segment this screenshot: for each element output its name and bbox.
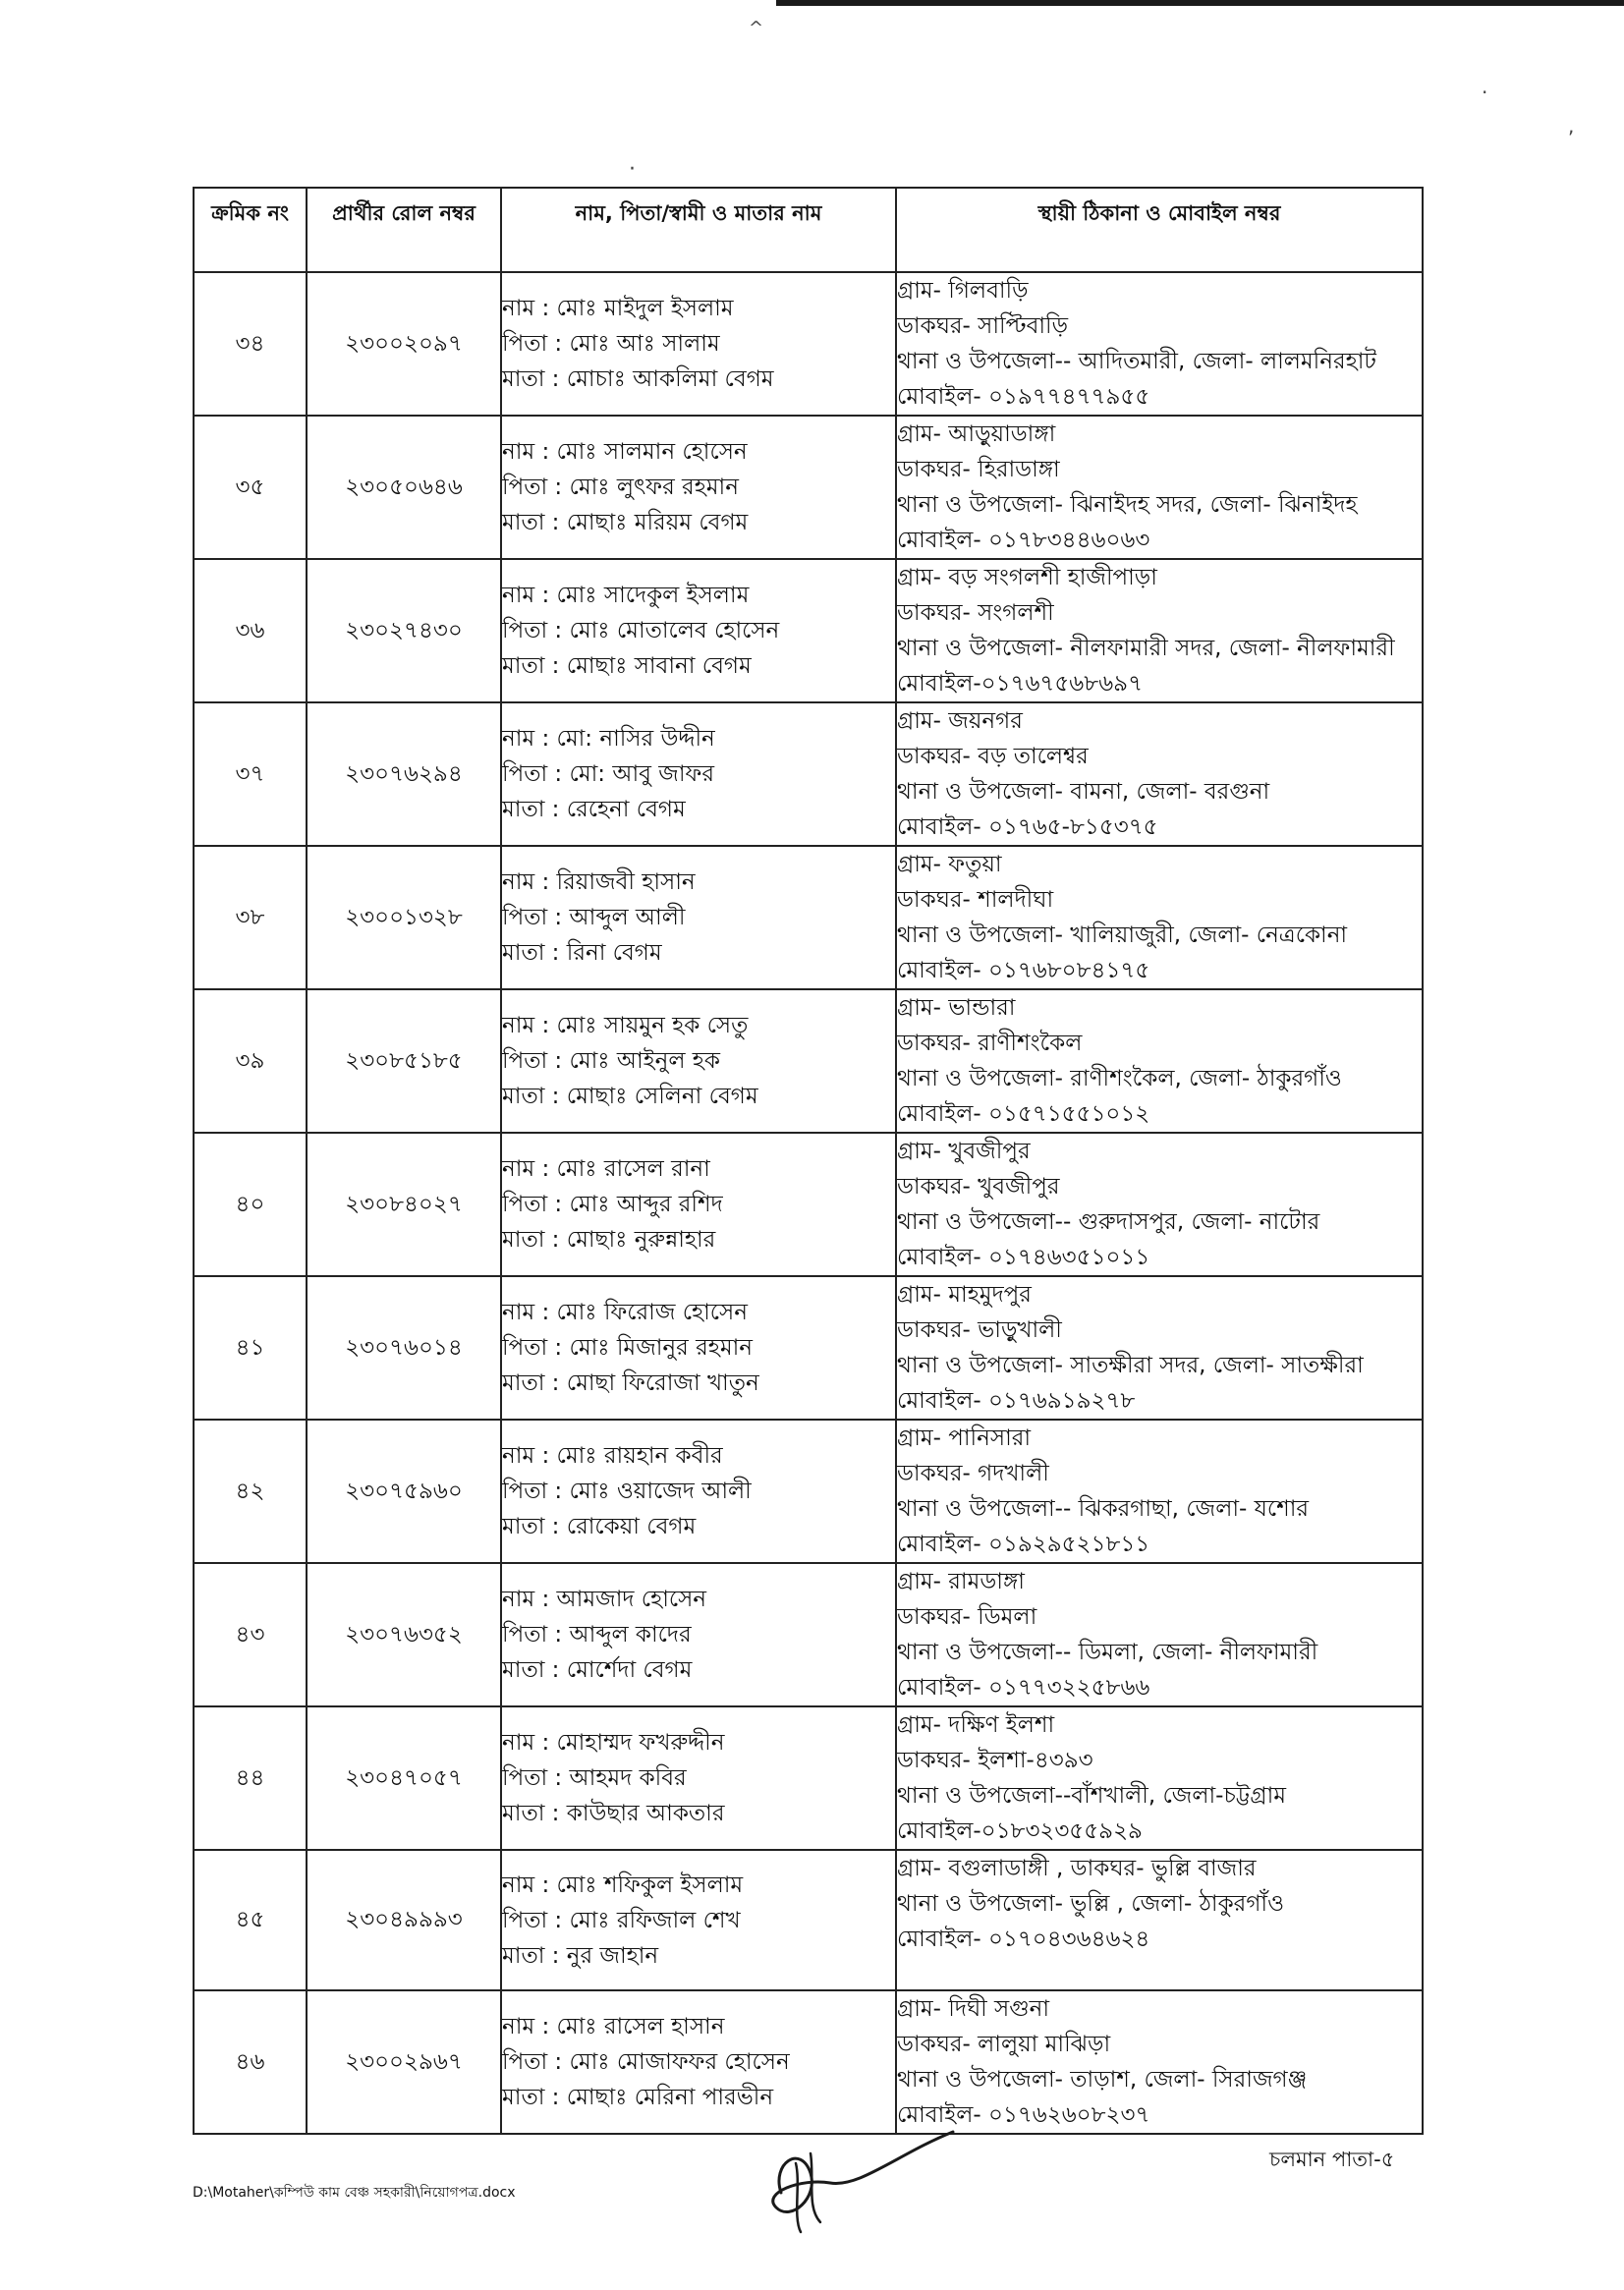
table-row [194,416,1423,559]
address-cell [896,1420,1423,1563]
serial-number: ৩৬ [194,559,307,702]
header-address: স্থায়ী ঠিকানা ও মোবাইল নম্বর [896,188,1423,272]
address-line: ডাকঘর- শালদীঘা [897,887,1054,913]
mother-line: মাতা : রেহেনা বেগম [502,797,686,822]
serial-number: ৪৪ [194,1706,307,1850]
table-row [194,846,1423,989]
serial-number: ৪০ [194,1133,307,1276]
name-line: নাম : মোঃ সাদেকুল ইসলাম [502,583,750,608]
address-line: ডাকঘর- লালুয়া মাঝিড়া [897,2032,1111,2057]
father-line: পিতা : মো: আবু জাফর [502,761,714,787]
address-line: থানা ও উপজেলা- রাণীশংকৈল, জেলা- ঠাকুরগাঁও [897,1066,1342,1091]
address-cell [896,1990,1423,2134]
names-cell [501,559,896,702]
header-roll: প্রার্থীর রোল নম্বর [307,188,501,272]
father-line: পিতা : মোঃ ওয়াজেদ আলী [502,1479,752,1504]
table-row [194,1850,1423,1990]
father-line: পিতা : মোঃ মোতালেব হোসেন [502,618,780,643]
address-cell [896,1850,1423,1990]
name-line: নাম : মোঃ মাইদুল ইসলাম [502,296,734,321]
name-line: নাম : মোঃ শফিকুল ইসলাম [502,1871,744,1898]
names-cell [501,1276,896,1420]
address-line: গ্রাম- ভান্ডারা [897,995,1016,1021]
address-line: গ্রাম- দক্ষিণ ইলশা [897,1712,1055,1738]
address-line: ডাকঘর- হিরাডাঙ্গা [897,457,1060,482]
father-line: পিতা : মোঃ রফিজাল শেখ [502,1907,741,1933]
address-line: থানা ও উপজেলা- ঝিনাইদহ সদর, জেলা- ঝিনাইদহ [897,492,1358,518]
address-line: গ্রাম- জয়নগর [897,708,1023,734]
roll-number: ২৩০৭৬০১৪ [307,1276,501,1420]
father-line: পিতা : মোঃ লুৎফর রহমান [502,475,739,500]
table-row [194,1420,1423,1563]
address-line: থানা ও উপজেলা-- গুরুদাসপুর, জেলা- নাটোর [897,1209,1320,1235]
candidate-table [193,187,1424,2135]
roll-number: ২৩০৪৭০৫৭ [307,1706,501,1850]
serial-number: ৪৩ [194,1563,307,1706]
scan-top-edge [776,0,1624,6]
address-line: মোবাইল- ০১৫৭১৫৫১০১২ [897,1101,1150,1127]
mother-line: মাতা : মোচাঃ আকলিমা বেগম [502,366,774,392]
names-cell [501,1990,896,2134]
table-row [194,559,1423,702]
father-line: পিতা : মোঃ আব্দুর রশিদ [502,1192,723,1217]
father-line: পিতা : মোঃ আইনুল হক [502,1048,720,1074]
address-line: ডাকঘর- গদখালী [897,1461,1049,1486]
address-line: গ্রাম- ফতুয়া [897,852,1002,877]
roll-number: ২৩০৭৬৩৫২ [307,1563,501,1706]
address-line: ডাকঘর- রাণীশংকৈল [897,1031,1083,1056]
name-line: নাম : মোঃ রাসেল হাসান [502,2014,725,2039]
father-line: পিতা : আব্দুল আলী [502,905,686,930]
address-line: গ্রাম- রামডাঙ্গা [897,1569,1025,1594]
address-line: মোবাইল- ০১৭৪৬৩৫১০১১ [897,1245,1150,1270]
address-line: গ্রাম- দিঘী সগুনা [897,1996,1050,2022]
serial-number: ৪৬ [194,1990,307,2134]
father-line: পিতা : মোঃ আঃ সালাম [502,331,720,357]
address-line: গ্রাম- গিলবাড়ি [897,278,1029,304]
address-line: ডাকঘর- ইলশা-৪৩৯৩ [897,1748,1093,1773]
address-line: ডাকঘর- খুবজীপুর [897,1174,1060,1200]
address-line: মোবাইল- ০১৭৮৩৪৪৬০৬৩ [897,528,1150,553]
address-line: গ্রাম- খুবজীপুর [897,1139,1031,1164]
handwritten-signature-icon [742,2124,978,2242]
father-line: পিতা : মোঃ মোজাফফর হোসেন [502,2049,790,2075]
roll-number: ২৩০৮৫১৮৫ [307,989,501,1133]
table-row [194,272,1423,416]
address-line: মোবাইল- ০১৭৬২৬০৮২৩৭ [897,2102,1150,2128]
address-cell [896,1133,1423,1276]
address-line: থানা ও উপজেলা- নীলফামারী সদর, জেলা- নীলফামারী [897,636,1395,661]
address-cell [896,416,1423,559]
serial-number: ৩৯ [194,989,307,1133]
name-line: নাম : আমজাদ হোসেন [502,1587,707,1612]
address-line: ডাকঘর- সংগলশী [897,600,1054,626]
address-line: থানা ও উপজেলা- সাতক্ষীরা সদর, জেলা- সাতক্ষীরা [897,1353,1364,1378]
mother-line: মাতা : রিনা বেগম [502,940,662,966]
names-cell [501,272,896,416]
name-line: নাম : মোঃ সালমান হোসেন [502,439,748,465]
name-line: নাম : মোঃ ফিরোজ হোসেন [502,1300,748,1325]
father-line: পিতা : আব্দুল কাদের [502,1622,692,1648]
address-cell [896,559,1423,702]
address-line: থানা ও উপজেলা-- ডিমলা, জেলা- নীলফামারী [897,1640,1318,1665]
serial-number: ৪২ [194,1420,307,1563]
name-line: নাম : মোঃ রায়হান কবীর [502,1443,723,1469]
roll-number: ২৩০২৭৪৩০ [307,559,501,702]
address-line: ডাকঘর- ভাড়ুখালী [897,1317,1062,1343]
address-line: ডাকঘর- ডিমলা [897,1604,1037,1630]
address-cell [896,702,1423,846]
serial-number: ৩৫ [194,416,307,559]
address-line: মোবাইল-০১৮৩২৩৫৫৯২৯ [897,1818,1143,1844]
names-cell [501,1850,896,1990]
address-line: থানা ও উপজেলা- খালিয়াজুরী, জেলা- নেত্রকোনা [897,922,1348,948]
header-names: নাম, পিতা/স্বামী ও মাতার নাম [501,188,896,272]
names-cell [501,846,896,989]
name-line: নাম : মোহাম্মদ ফখরুদ্দীন [502,1730,725,1756]
serial-number: ৩৮ [194,846,307,989]
roll-number: ২৩০০১৩২৮ [307,846,501,989]
father-line: পিতা : আহমদ কবির [502,1765,687,1791]
names-cell [501,1133,896,1276]
address-line: মোবাইল- ০১৯২৯৫২১৮১১ [897,1532,1150,1557]
address-line: থানা ও উপজেলা--বাঁশখালী, জেলা-চট্টগ্রাম [897,1783,1287,1809]
father-line: পিতা : মোঃ মিজানুর রহমান [502,1335,754,1361]
scan-caret-mark: ^ [749,18,764,38]
name-line: নাম : মো: নাসির উদ্দীন [502,726,715,752]
table-row [194,1706,1423,1850]
address-line: মোবাইল- ০১৯৭৭৪৭৭৯৫৫ [897,384,1150,410]
mother-line: মাতা : মোছাঃ সাবানা বেগম [502,653,752,679]
address-line: গ্রাম- আড়ুয়াডাঙ্গা [897,421,1056,447]
header-serial: ক্রমিক নং [194,188,307,272]
names-cell [501,989,896,1133]
serial-number: ৪১ [194,1276,307,1420]
table-row [194,702,1423,846]
address-line: মোবাইল-০১৭৬৭৫৬৮৬৯৭ [897,671,1144,697]
table-row [194,1990,1423,2134]
address-cell [896,846,1423,989]
continuation-page-label: চলমান পাতা-৫ [1269,2148,1395,2171]
mother-line: মাতা : মোর্শেদা বেগম [502,1657,693,1683]
roll-number: ২৩০৪৯৯৯৩ [307,1850,501,1990]
address-line: মোবাইল- ০১৭০৪৩৬৪৬২৪ [897,1927,1150,1952]
signature-image [742,2124,978,2246]
serial-number: ৪৫ [194,1850,307,1990]
mother-line: মাতা : মোছাঃ সেলিনা বেগম [502,1084,758,1109]
address-line: মোবাইল- ০১৭৬৫-৮১৫৩৭৫ [897,814,1158,840]
mother-line: মাতা : কাউছার আকতার [502,1801,725,1826]
scan-speck: · [629,157,636,182]
roll-number: ২৩০০২৯৬৭ [307,1990,501,2134]
names-cell [501,702,896,846]
table-body [194,272,1423,2134]
roll-number: ২৩০০২০৯৭ [307,272,501,416]
address-line: গ্রাম- পানিসারা [897,1425,1032,1451]
roll-number: ২৩০৭৬২৯৪ [307,702,501,846]
roll-number: ২৩০৫০৬৪৬ [307,416,501,559]
address-line: ডাকঘর- সাপ্টিবাড়ি [897,313,1069,339]
address-cell [896,1276,1423,1420]
address-cell [896,1706,1423,1850]
address-cell [896,272,1423,416]
address-line: থানা ও উপজেলা- বামনা, জেলা- বরগুনা [897,779,1270,805]
name-line: নাম : মোঃ সায়মুন হক সেতু [502,1013,749,1038]
scan-speck: · [1482,81,1488,104]
serial-number: ৩৪ [194,272,307,416]
document-file-path: D:\Motaher\কম্পিউ কাম বেঞ্চ সহকারী\নিয়োগপত্র.docx [193,2185,516,2201]
address-line: মোবাইল- ০১৭৭৩২২৫৮৬৬ [897,1675,1150,1701]
mother-line: মাতা : নুর জাহান [502,1942,659,1969]
name-line: নাম : মোঃ রাসেল রানা [502,1156,710,1182]
address-line: মোবাইল- ০১৭৬৯১৯২৭৮ [897,1388,1136,1414]
mother-line: মাতা : মোছা ফিরোজা খাতুন [502,1370,759,1396]
names-cell [501,1706,896,1850]
address-line: মোবাইল- ০১৭৬৮০৮৪১৭৫ [897,958,1150,983]
mother-line: মাতা : মোছাঃ মেরিনা পারভীন [502,2085,774,2110]
address-line: গ্রাম- বড় সংগলশী হাজীপাড়া [897,565,1157,590]
address-line: থানা ও উপজেলা-- আদিতমারী, জেলা- লালমনিরহাট [897,349,1376,374]
address-line: গ্রাম- বগুলাডাঙ্গী , ডাকঘর- ভুল্লি বাজার [897,1856,1257,1881]
roll-number: ২৩০৭৫৯৬০ [307,1420,501,1563]
address-line: থানা ও উপজেলা- ভুল্লি , জেলা- ঠাকুরগাঁও [897,1891,1284,1917]
serial-number: ৩৭ [194,702,307,846]
mother-line: মাতা : রোকেয়া বেগম [502,1514,697,1539]
mother-line: মাতা : মোছাঃ মরিয়ম বেগম [502,510,749,535]
mother-line: মাতা : মোছাঃ নুরুন্নাহার [502,1227,716,1253]
names-cell [501,416,896,559]
table-row [194,1563,1423,1706]
address-line: গ্রাম- মাহমুদপুর [897,1282,1032,1308]
table-row [194,989,1423,1133]
names-cell [501,1420,896,1563]
table-row [194,1133,1423,1276]
table-row [194,1276,1423,1420]
name-line: নাম : রিয়াজবী হাসান [502,869,696,895]
address-cell [896,1563,1423,1706]
address-cell [896,989,1423,1133]
address-line: থানা ও উপজেলা-- ঝিকরগাছা, জেলা- যশোর [897,1496,1310,1522]
table-header-row [194,188,1423,272]
scan-speck: , [1568,114,1575,138]
address-line: ডাকঘর- বড় তালেশ্বর [897,744,1089,769]
roll-number: ২৩০৮৪০২৭ [307,1133,501,1276]
names-cell [501,1563,896,1706]
address-line: থানা ও উপজেলা- তাড়াশ, জেলা- সিরাজগঞ্জ [897,2067,1308,2093]
